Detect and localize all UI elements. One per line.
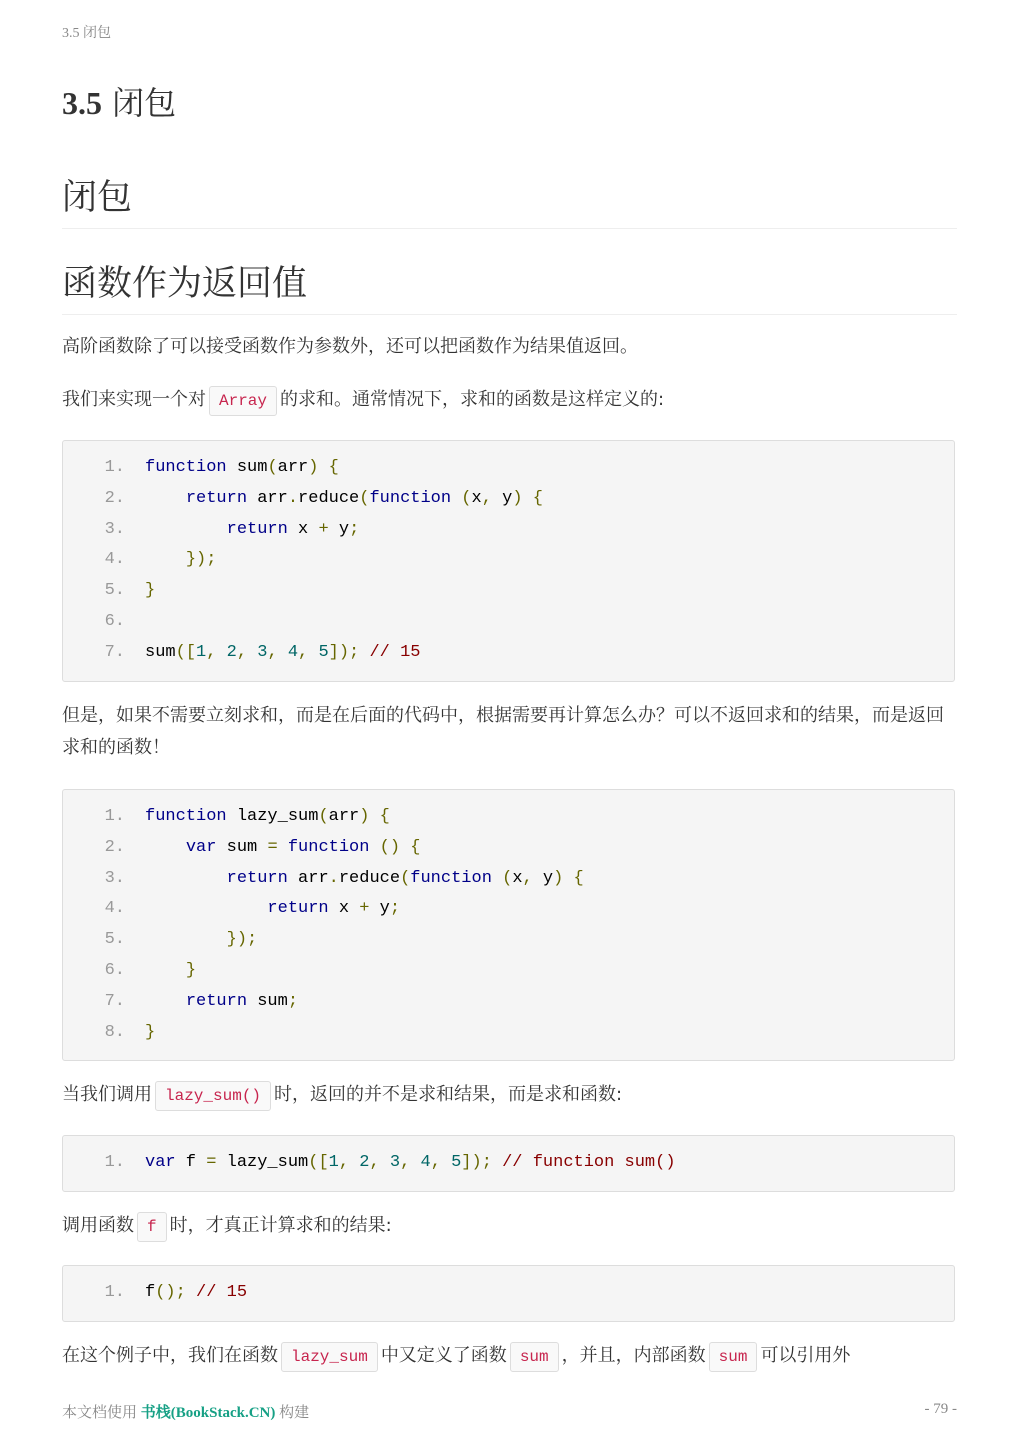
line-number: 2. bbox=[104, 488, 125, 508]
code-token: reduce bbox=[338, 868, 401, 888]
inline-code: lazy_sum() bbox=[155, 1081, 271, 1111]
code-token: , bbox=[298, 642, 309, 662]
paragraph-call-f bbox=[62, 1210, 957, 1243]
code-token: ( bbox=[461, 488, 472, 508]
code-token: 1 bbox=[328, 1153, 339, 1172]
code-token: ([ bbox=[308, 1153, 329, 1172]
code-token: function bbox=[369, 488, 452, 508]
code-token: ([ bbox=[175, 642, 197, 662]
code-token bbox=[523, 489, 533, 508]
code-line bbox=[63, 956, 954, 987]
code-token: function bbox=[145, 458, 227, 477]
code-token: + bbox=[318, 519, 329, 539]
code-line bbox=[63, 515, 954, 546]
code-token bbox=[441, 1153, 451, 1172]
code-token: x bbox=[328, 899, 360, 919]
code-text bbox=[125, 894, 400, 925]
paragraph-text: 当我们调用 bbox=[62, 1084, 152, 1105]
code-token: , bbox=[206, 642, 217, 662]
code-token: f bbox=[145, 1283, 156, 1302]
line-number: 5. bbox=[104, 581, 125, 601]
code-token: { bbox=[532, 488, 543, 508]
code-block-var-f bbox=[62, 1135, 955, 1192]
code-token: return bbox=[185, 991, 248, 1011]
line-number: 7. bbox=[104, 642, 125, 662]
code-text bbox=[125, 802, 390, 833]
heading-function-as-return-value: 函数作为返回值 bbox=[62, 256, 957, 315]
code-token: // 15 bbox=[369, 642, 421, 662]
code-token: x bbox=[512, 868, 523, 888]
code-token: y bbox=[369, 899, 390, 919]
code-token: , bbox=[481, 488, 492, 508]
code-token: ) bbox=[308, 458, 319, 477]
code-token: , bbox=[522, 868, 533, 888]
code-token: arr bbox=[328, 807, 360, 826]
code-token: }); bbox=[185, 550, 217, 570]
code-line bbox=[63, 1278, 954, 1309]
code-token: { bbox=[328, 458, 339, 477]
code-token: , bbox=[400, 1153, 411, 1172]
inline-code: f bbox=[137, 1212, 167, 1242]
code-line bbox=[63, 987, 954, 1018]
code-token: . bbox=[287, 488, 299, 508]
paragraph-array-sum bbox=[62, 384, 957, 417]
code-token: function bbox=[145, 807, 227, 826]
code-token: ; bbox=[389, 899, 401, 919]
code-token bbox=[318, 458, 328, 477]
code-token bbox=[145, 992, 186, 1011]
code-text bbox=[125, 1148, 676, 1179]
code-token: arr bbox=[277, 458, 309, 477]
code-token: , bbox=[236, 642, 248, 662]
code-token: x bbox=[471, 488, 482, 508]
line-number: 4. bbox=[104, 899, 125, 919]
code-block-call-f bbox=[62, 1265, 955, 1322]
code-token: (); bbox=[155, 1283, 186, 1302]
heading-closure: 闭包 bbox=[62, 170, 957, 229]
code-line bbox=[63, 925, 954, 956]
code-line bbox=[63, 894, 954, 925]
code-text bbox=[125, 987, 298, 1018]
code-token: ; bbox=[349, 519, 360, 539]
code-token bbox=[369, 807, 379, 826]
code-token bbox=[380, 1153, 390, 1172]
code-token: y bbox=[491, 488, 513, 508]
code-token bbox=[145, 899, 267, 918]
code-token: ( bbox=[502, 868, 513, 888]
code-token bbox=[349, 1153, 359, 1172]
code-line bbox=[63, 638, 954, 669]
page-number: - 79 - bbox=[924, 1401, 957, 1417]
code-text bbox=[125, 1278, 247, 1309]
section-title-text: 闭包 bbox=[112, 84, 177, 122]
running-head: 3.5 闭包 bbox=[62, 26, 111, 41]
paragraph-text: 我们来实现一个对 bbox=[62, 389, 206, 410]
code-text bbox=[125, 515, 359, 546]
paragraph-intro: 高阶函数除了可以接受函数作为参数外，还可以把函数作为结果值返回。 bbox=[62, 336, 638, 357]
code-token: sum bbox=[145, 642, 176, 662]
code-token: , bbox=[338, 1153, 350, 1172]
code-token: function bbox=[287, 837, 370, 857]
line-number: 7. bbox=[104, 991, 125, 1011]
paragraph-lazy-question: 但是，如果不需要立刻求和，而是在后面的代码中，根据需要再计算怎么办？可以不返回求和的结果，而是返回求和的函数！ bbox=[62, 705, 944, 758]
code-token: sum bbox=[226, 458, 268, 477]
code-line bbox=[63, 1018, 954, 1049]
code-text bbox=[125, 956, 196, 987]
code-token: 5 bbox=[451, 1153, 462, 1172]
code-token: ( bbox=[400, 868, 411, 888]
code-token: 4 bbox=[287, 642, 299, 662]
line-number: 1. bbox=[104, 807, 125, 826]
code-line bbox=[63, 576, 954, 607]
code-token: var bbox=[185, 837, 217, 857]
code-token: ) bbox=[512, 488, 523, 508]
line-number: 4. bbox=[104, 550, 125, 570]
code-line bbox=[63, 833, 954, 864]
code-token: 5 bbox=[318, 642, 329, 662]
code-token bbox=[369, 838, 379, 857]
code-token bbox=[410, 1153, 420, 1172]
code-block-sum bbox=[62, 440, 955, 682]
code-token bbox=[216, 643, 226, 662]
code-text bbox=[125, 545, 216, 576]
code-token bbox=[145, 961, 186, 980]
code-token bbox=[278, 838, 288, 857]
code-token bbox=[145, 930, 227, 949]
code-token bbox=[451, 489, 461, 508]
code-line bbox=[63, 545, 954, 576]
code-token bbox=[145, 869, 227, 888]
code-token bbox=[247, 643, 257, 662]
code-token: y bbox=[532, 868, 554, 888]
paragraph-text: ，并且，内部函数 bbox=[561, 1345, 706, 1366]
code-token bbox=[145, 520, 227, 539]
code-token: , bbox=[430, 1153, 441, 1172]
code-token: return bbox=[226, 868, 288, 888]
line-number: 2. bbox=[104, 837, 125, 857]
inline-code: Array bbox=[209, 386, 277, 416]
code-token: ; bbox=[287, 991, 299, 1011]
code-text bbox=[125, 638, 420, 669]
code-token: } bbox=[185, 960, 197, 980]
code-token: } bbox=[145, 1022, 156, 1042]
code-token: () bbox=[379, 837, 401, 857]
line-number: 6. bbox=[104, 611, 125, 631]
paragraph-text: 的求和。通常情况下，求和的函数是这样定义的: bbox=[280, 389, 665, 410]
page-footer bbox=[62, 1401, 957, 1422]
code-token: reduce bbox=[298, 488, 360, 508]
code-token: ]); bbox=[461, 1153, 492, 1172]
code-token bbox=[145, 489, 186, 508]
code-token: var bbox=[145, 1153, 176, 1172]
code-token: // function sum() bbox=[502, 1153, 676, 1172]
code-text bbox=[125, 1018, 155, 1049]
code-token: , bbox=[267, 642, 278, 662]
footer-prefix: 本文档使用 bbox=[62, 1405, 138, 1421]
code-token: 2 bbox=[226, 642, 237, 662]
code-line bbox=[63, 453, 954, 484]
code-line bbox=[63, 607, 954, 638]
code-token: = bbox=[267, 837, 278, 857]
section-title bbox=[62, 78, 176, 124]
code-token bbox=[563, 869, 573, 888]
section-number: 3.5 bbox=[62, 85, 102, 121]
code-text bbox=[125, 864, 584, 895]
code-token bbox=[359, 643, 369, 662]
code-token: { bbox=[379, 807, 390, 826]
code-token: }); bbox=[226, 930, 258, 950]
code-token bbox=[145, 838, 186, 857]
code-token: { bbox=[573, 868, 584, 888]
code-token: ( bbox=[267, 458, 278, 477]
code-token: lazy_sum bbox=[226, 807, 319, 826]
code-line bbox=[63, 1148, 954, 1179]
code-token: 3 bbox=[389, 1153, 401, 1172]
code-token: 1 bbox=[196, 642, 207, 662]
line-number: 1. bbox=[104, 458, 125, 477]
code-token bbox=[492, 869, 502, 888]
code-token: { bbox=[410, 837, 421, 857]
code-text bbox=[125, 576, 155, 607]
code-token: // 15 bbox=[196, 1283, 248, 1302]
code-token: , bbox=[369, 1153, 380, 1172]
paragraph-text: 可以引用外 bbox=[760, 1345, 851, 1366]
code-token: sum bbox=[247, 991, 288, 1011]
code-token: sum bbox=[216, 837, 268, 857]
paragraph-text: 中又定义了函数 bbox=[380, 1345, 507, 1366]
code-text bbox=[125, 925, 257, 956]
line-number: 1. bbox=[104, 1283, 125, 1302]
line-number: 8. bbox=[104, 1022, 125, 1042]
inline-code: sum bbox=[510, 1342, 559, 1372]
line-number: 3. bbox=[104, 519, 125, 539]
code-token: ]); bbox=[328, 642, 360, 662]
paragraph-text: 时，才真正计算求和的结果: bbox=[169, 1215, 392, 1236]
code-text bbox=[125, 833, 420, 864]
code-line bbox=[63, 864, 954, 895]
code-token bbox=[278, 643, 288, 662]
code-token bbox=[492, 1153, 502, 1172]
code-token bbox=[186, 1283, 196, 1302]
code-token: return bbox=[226, 519, 288, 539]
code-text bbox=[125, 484, 543, 515]
code-token: arr bbox=[287, 868, 329, 888]
code-token: ) bbox=[553, 868, 564, 888]
paragraph-text: 在这个例子中，我们在函数 bbox=[62, 1345, 278, 1366]
code-token: lazy_sum bbox=[216, 1153, 309, 1172]
code-token bbox=[400, 838, 410, 857]
paragraph-call-lazy-sum bbox=[62, 1079, 957, 1112]
line-number: 3. bbox=[104, 868, 125, 888]
code-token: } bbox=[145, 581, 156, 601]
inline-code: lazy_sum bbox=[281, 1342, 378, 1372]
code-token: 3 bbox=[257, 642, 268, 662]
paragraph-text: 时，返回的并不是求和结果，而是求和函数: bbox=[274, 1084, 623, 1105]
code-text bbox=[125, 453, 339, 484]
line-number: 6. bbox=[104, 960, 125, 980]
inline-code: sum bbox=[709, 1342, 758, 1372]
code-token: return bbox=[267, 899, 329, 919]
code-token: y bbox=[328, 519, 350, 539]
code-token: = bbox=[206, 1153, 217, 1172]
code-token: arr bbox=[247, 488, 288, 508]
code-block-lazy-sum bbox=[62, 789, 955, 1061]
code-line bbox=[63, 802, 954, 833]
code-token bbox=[145, 550, 186, 569]
code-token: f bbox=[175, 1153, 207, 1172]
code-token: . bbox=[328, 868, 339, 888]
line-number: 5. bbox=[104, 930, 125, 950]
code-token bbox=[308, 643, 318, 662]
code-token: ) bbox=[359, 807, 370, 826]
code-token: x bbox=[287, 519, 319, 539]
code-token: return bbox=[185, 488, 248, 508]
code-token: ( bbox=[318, 807, 329, 826]
code-token: 4 bbox=[420, 1153, 431, 1172]
footer-brand-link[interactable]: 书栈(BookStack.CN) bbox=[140, 1405, 276, 1421]
footer-suffix: 构建 bbox=[279, 1405, 310, 1421]
code-token: function bbox=[410, 868, 492, 888]
code-token: 2 bbox=[359, 1153, 370, 1172]
paragraph-closure-explain bbox=[62, 1340, 957, 1373]
code-line bbox=[63, 484, 954, 515]
line-number: 1. bbox=[104, 1153, 125, 1172]
code-token: ( bbox=[359, 488, 370, 508]
paragraph-text: 调用函数 bbox=[62, 1215, 134, 1236]
code-token: + bbox=[359, 899, 370, 919]
